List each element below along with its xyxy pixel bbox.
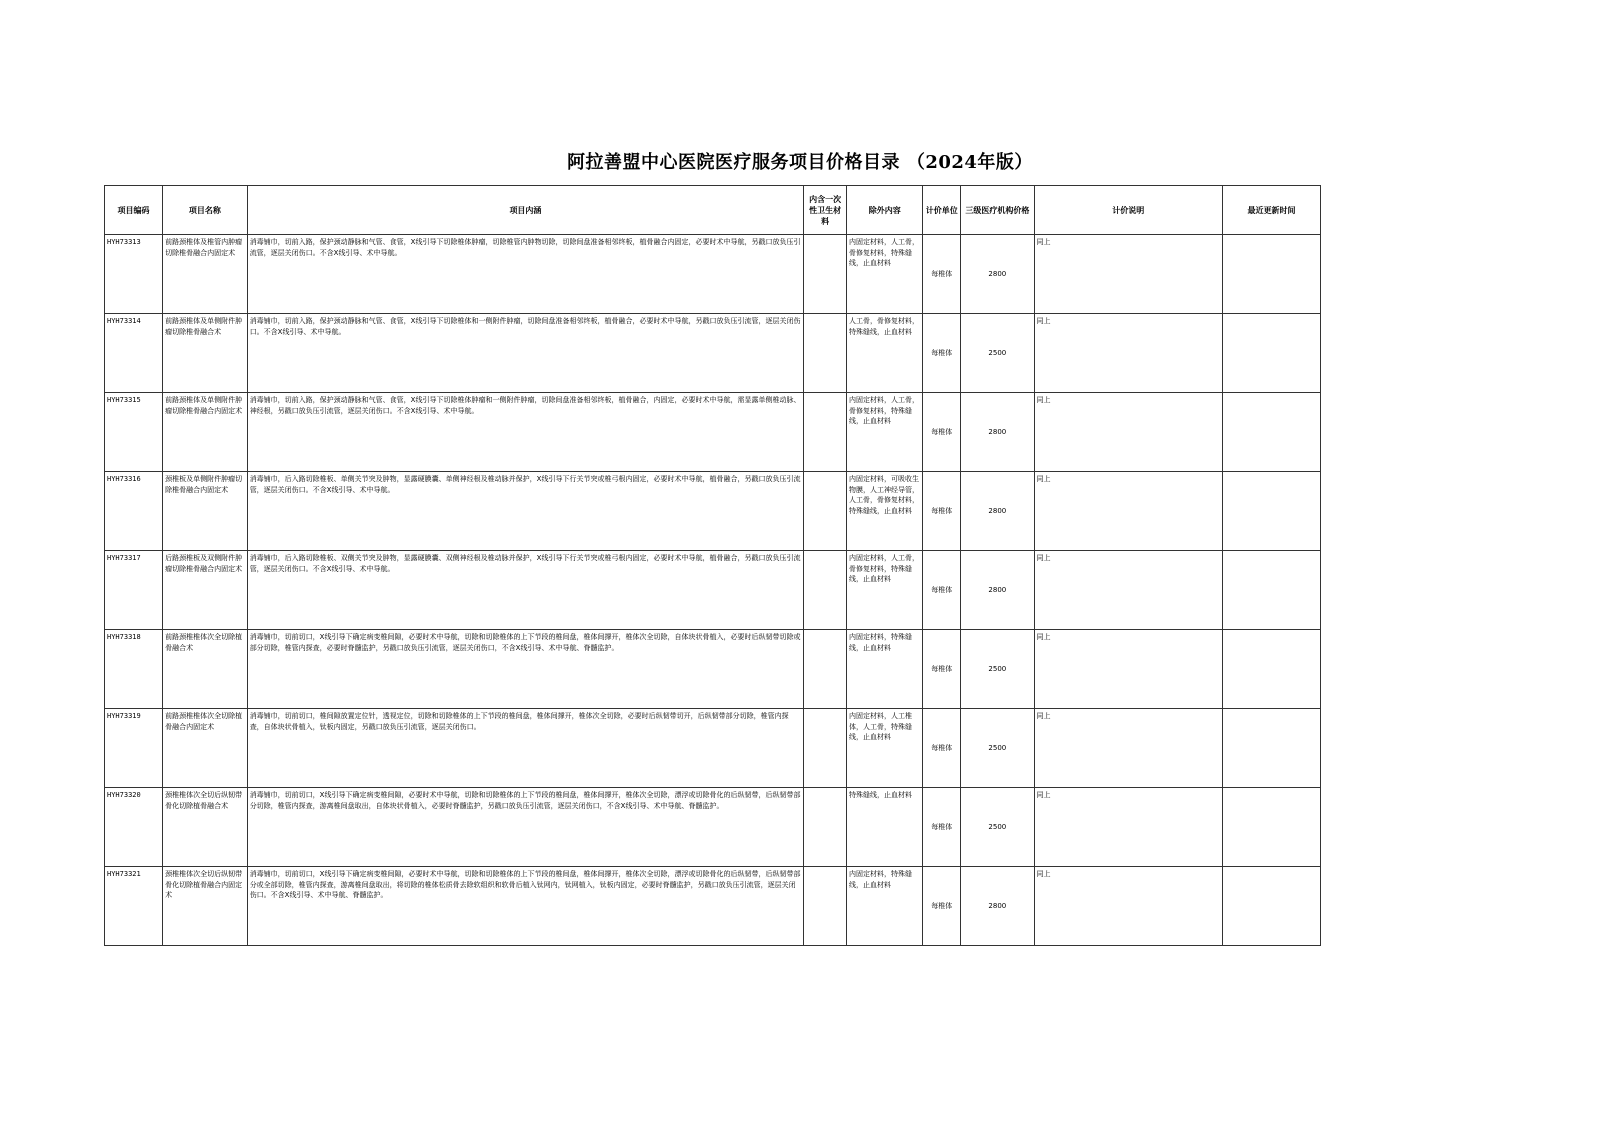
item-code: HYH73318 <box>105 630 163 709</box>
item-updated <box>1223 630 1321 709</box>
item-content: 消毒铺巾，切前入路，保护颈动静脉和气管、食管，X线引导下切除椎体肿瘤，切除椎管内肿物切除，切除间盘准备相邻终板，植骨融合内固定，必要时术中导航，另戳口放负压引流管，逐层关闭伤口。不含X线引导、术中导航。 <box>247 235 804 314</box>
item-price: 2800 <box>961 235 1034 314</box>
item-updated <box>1223 235 1321 314</box>
item-updated <box>1223 709 1321 788</box>
item-unit: 每椎体 <box>923 867 961 946</box>
item-name: 前路颈椎椎体次全切除植骨融合内固定术 <box>163 709 248 788</box>
item-code: HYH73316 <box>105 472 163 551</box>
item-content: 消毒铺巾，切前入路，保护颈动静脉和气管、食管，X线引导下切除椎体和一侧附件肿瘤，切除间盘准备相邻终板，植骨融合，必要时术中导航，另戳口放负压引流管，逐层关闭伤口。不含X线引导、术中导航。 <box>247 314 804 393</box>
item-updated <box>1223 551 1321 630</box>
item-code: HYH73320 <box>105 788 163 867</box>
item-price: 2800 <box>961 472 1034 551</box>
item-note: 同上 <box>1034 393 1223 472</box>
item-content: 消毒铺巾，切前切口，X线引导下确定病变椎间隙，必要时术中导航，切除和切除椎体的上下节段的椎间盘，椎体间撑开，椎体次全切除，自体块状骨植入，必要时后纵韧带切除或部分切除，椎管内探查，必要时脊髓监护，另戳口放负压引流管，逐层关闭伤口，不含X线引导、术中导航、脊髓监护。 <box>247 630 804 709</box>
item-price: 2800 <box>961 393 1034 472</box>
item-price: 2500 <box>961 788 1034 867</box>
table-row <box>105 551 1321 630</box>
item-content: 消毒铺巾，后入路切除椎板、单侧关节突及肿物，显露硬膜囊、单侧神经根及椎动脉并保护，X线引导下行关节突或椎弓根内固定，必要时术中导航，植骨融合，另戳口放负压引流管，逐层关闭伤口。不含X线引导、术中导航。 <box>247 472 804 551</box>
table-row <box>105 709 1321 788</box>
item-code: HYH73317 <box>105 551 163 630</box>
item-exclusions: 内固定材料，特殊缝线，止血材料 <box>847 867 923 946</box>
col-header-price: 三级医疗机构价格 <box>961 186 1034 235</box>
item-consumables <box>804 393 847 472</box>
item-code: HYH73315 <box>105 393 163 472</box>
item-price: 2500 <box>961 630 1034 709</box>
page-title: 阿拉善盟中心医院医疗服务项目价格目录 （2024年版） <box>567 152 1033 173</box>
item-note: 同上 <box>1034 314 1223 393</box>
item-content: 消毒铺巾，切前入路，保护颈动静脉和气管、食管，X线引导下切除椎体肿瘤和一侧附件肿瘤，切除间盘准备相邻终板，植骨融合，内固定，必要时术中导航，需显露单侧椎动脉、神经根，另戳口放负压引流管，逐层关闭伤口。不含X线引导、术中导航。 <box>247 393 804 472</box>
item-note: 同上 <box>1034 551 1223 630</box>
price-table <box>104 185 1321 946</box>
table-row <box>105 314 1321 393</box>
item-updated <box>1223 867 1321 946</box>
col-header-exclusions: 除外内容 <box>847 186 923 235</box>
item-consumables <box>804 235 847 314</box>
item-consumables <box>804 314 847 393</box>
item-unit: 每椎体 <box>923 788 961 867</box>
item-note: 同上 <box>1034 788 1223 867</box>
item-name: 前路颈椎体及椎管内肿瘤切除椎骨融合内固定术 <box>163 235 248 314</box>
table-row <box>105 788 1321 867</box>
table-row <box>105 393 1321 472</box>
table-row <box>105 235 1321 314</box>
item-updated <box>1223 393 1321 472</box>
col-header-name: 项目名称 <box>163 186 248 235</box>
item-content: 消毒铺巾，切前切口，X线引导下确定病变椎间隙，必要时术中导航，切除和切除椎体的上下节段的椎间盘，椎体间撑开，椎体次全切除，漂浮或切除骨化的后纵韧带，后纵韧带部分或全部切除，椎管内探查，游离椎间盘取出，将切除的椎体松质骨去除软组织和软骨后植入钛网内，钛网植入，钛板内固定，必要时脊髓监护，另戳口放负压引流管，逐层关闭伤口。不含X线引导、术中导航、脊髓监护。 <box>247 867 804 946</box>
item-note: 同上 <box>1034 709 1223 788</box>
item-name: 后路颈椎板及双侧附件肿瘤切除椎骨融合内固定术 <box>163 551 248 630</box>
item-updated <box>1223 472 1321 551</box>
table-row <box>105 867 1321 946</box>
item-consumables <box>804 709 847 788</box>
col-header-content: 项目内涵 <box>247 186 804 235</box>
item-note: 同上 <box>1034 630 1223 709</box>
item-exclusions: 内固定材料，可吸收生物膜，人工神经导管，人工骨，骨修复材料，特殊缝线，止血材料 <box>847 472 923 551</box>
item-content: 消毒铺巾，切前切口，X线引导下确定病变椎间隙，必要时术中导航，切除和切除椎体的上下节段的椎间盘，椎体间撑开，椎体次全切除，漂浮或切除骨化的后纵韧带，后纵韧带部分切除，椎管内探查，游离椎间盘取出，自体块状骨植入，必要时脊髓监护，另戳口放负压引流管，逐层关闭伤口，不含X线引导、术中导航、脊髓监护。 <box>247 788 804 867</box>
item-price: 2500 <box>961 314 1034 393</box>
item-exclusions: 内固定材料，人工骨，骨修复材料，特殊缝线，止血材料 <box>847 393 923 472</box>
item-note: 同上 <box>1034 235 1223 314</box>
item-note: 同上 <box>1034 472 1223 551</box>
table-row <box>105 472 1321 551</box>
item-updated <box>1223 314 1321 393</box>
table-row <box>105 630 1321 709</box>
item-consumables <box>804 867 847 946</box>
item-unit: 每椎体 <box>923 472 961 551</box>
item-code: HYH73313 <box>105 235 163 314</box>
col-header-note: 计价说明 <box>1034 186 1223 235</box>
item-note: 同上 <box>1034 867 1223 946</box>
item-code: HYH73319 <box>105 709 163 788</box>
item-unit: 每椎体 <box>923 314 961 393</box>
item-exclusions: 内固定材料，人工骨，骨修复材料，特殊缝线，止血材料 <box>847 235 923 314</box>
item-content: 消毒铺巾，后入路切除椎板、双侧关节突及肿物，显露硬膜囊、双侧神经根及椎动脉并保护，X线引导下行关节突或椎弓根内固定，必要时术中导航，植骨融合，另戳口放负压引流管，逐层关闭伤口。不含X线引导、术中导航。 <box>247 551 804 630</box>
item-name: 前路颈椎椎体次全切除植骨融合术 <box>163 630 248 709</box>
item-unit: 每椎体 <box>923 551 961 630</box>
col-header-unit: 计价单位 <box>923 186 961 235</box>
item-updated <box>1223 788 1321 867</box>
col-header-code: 项目编码 <box>105 186 163 235</box>
item-exclusions: 内固定材料，特殊缝线，止血材料 <box>847 630 923 709</box>
item-exclusions: 特殊缝线，止血材料 <box>847 788 923 867</box>
header-row <box>105 186 1321 235</box>
item-price: 2800 <box>961 867 1034 946</box>
item-unit: 每椎体 <box>923 709 961 788</box>
item-content: 消毒铺巾，切前切口，椎间隙放置定位针，透视定位，切除和切除椎体的上下节段的椎间盘，椎体间撑开，椎体次全切除，必要时后纵韧带切开，后纵韧带部分切除，椎管内探查，自体块状骨植入，钛板内固定，另戳口放负压引流管，逐层关闭伤口。 <box>247 709 804 788</box>
item-code: HYH73321 <box>105 867 163 946</box>
item-unit: 每椎体 <box>923 393 961 472</box>
item-code: HYH73314 <box>105 314 163 393</box>
item-name: 颈椎椎体次全切后纵韧带骨化切除植骨融合术 <box>163 788 248 867</box>
item-name: 前路颈椎体及单侧附件肿瘤切除椎骨融合术 <box>163 314 248 393</box>
item-consumables <box>804 472 847 551</box>
item-exclusions: 人工骨，骨修复材料，特殊缝线，止血材料 <box>847 314 923 393</box>
item-name: 前路颈椎体及单侧附件肿瘤切除椎骨融合内固定术 <box>163 393 248 472</box>
item-exclusions: 内固定材料，人工椎体，人工骨，特殊缝线，止血材料 <box>847 709 923 788</box>
item-exclusions: 内固定材料，人工骨，骨修复材料，特殊缝线，止血材料 <box>847 551 923 630</box>
item-consumables <box>804 551 847 630</box>
item-unit: 每椎体 <box>923 235 961 314</box>
col-header-consumables: 内含一次性卫生材料 <box>804 186 847 235</box>
item-consumables <box>804 630 847 709</box>
item-consumables <box>804 788 847 867</box>
item-price: 2500 <box>961 709 1034 788</box>
col-header-updated: 最近更新时间 <box>1223 186 1321 235</box>
item-unit: 每椎体 <box>923 630 961 709</box>
item-name: 颈椎椎体次全切后纵韧带骨化切除植骨融合内固定术 <box>163 867 248 946</box>
item-name: 颈椎板及单侧附件肿瘤切除椎骨融合内固定术 <box>163 472 248 551</box>
item-price: 2800 <box>961 551 1034 630</box>
